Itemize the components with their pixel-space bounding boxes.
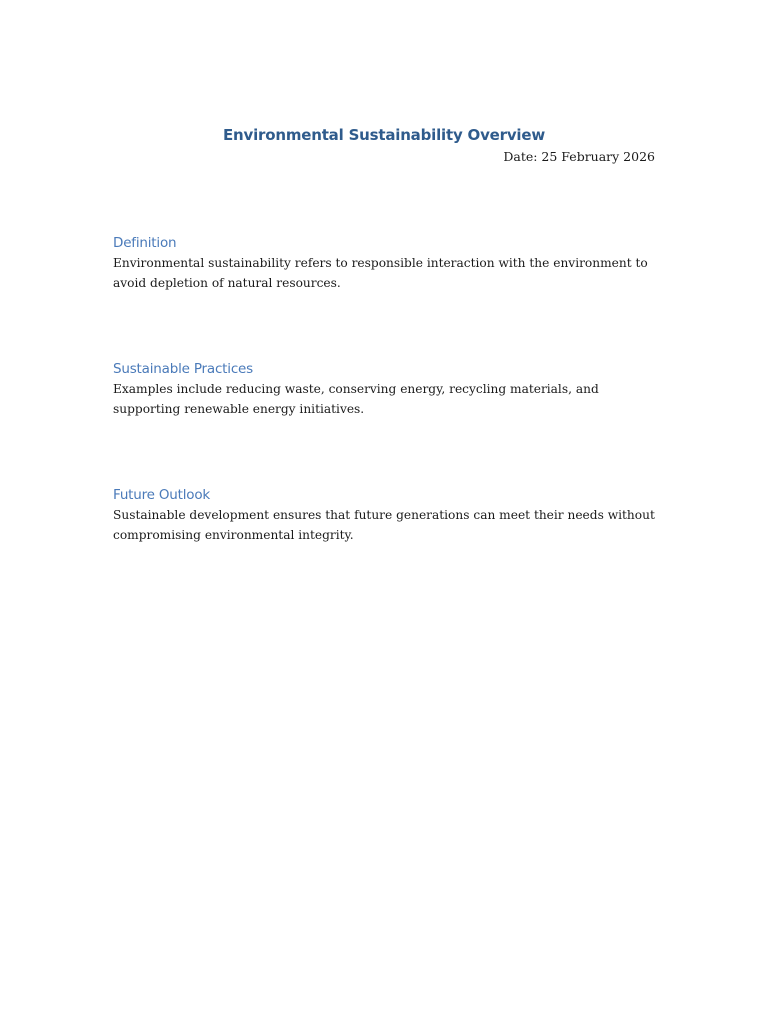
document-content [113, 124, 655, 542]
section-definition [113, 232, 655, 293]
section-body: Environmental sustainability refers to responsible interaction with the environment to avoid depletion of natural resources. [113, 256, 648, 290]
section-body: Sustainable development ensures that future generations can meet their needs without compromising environmental integrity. [113, 508, 655, 542]
section-body: Examples include reducing waste, conserving energy, recycling materials, and supporting renewable energy initiatives. [113, 382, 599, 416]
document-title: Environmental Sustainability Overview [223, 126, 545, 144]
section-heading: Future Outlook [113, 487, 211, 503]
document-date: Date: 25 February 2026 [503, 149, 655, 164]
section-heading: Definition [113, 235, 177, 251]
section-future-outlook [113, 484, 655, 545]
section-heading: Sustainable Practices [113, 361, 253, 377]
section-sustainable-practices [113, 358, 655, 419]
